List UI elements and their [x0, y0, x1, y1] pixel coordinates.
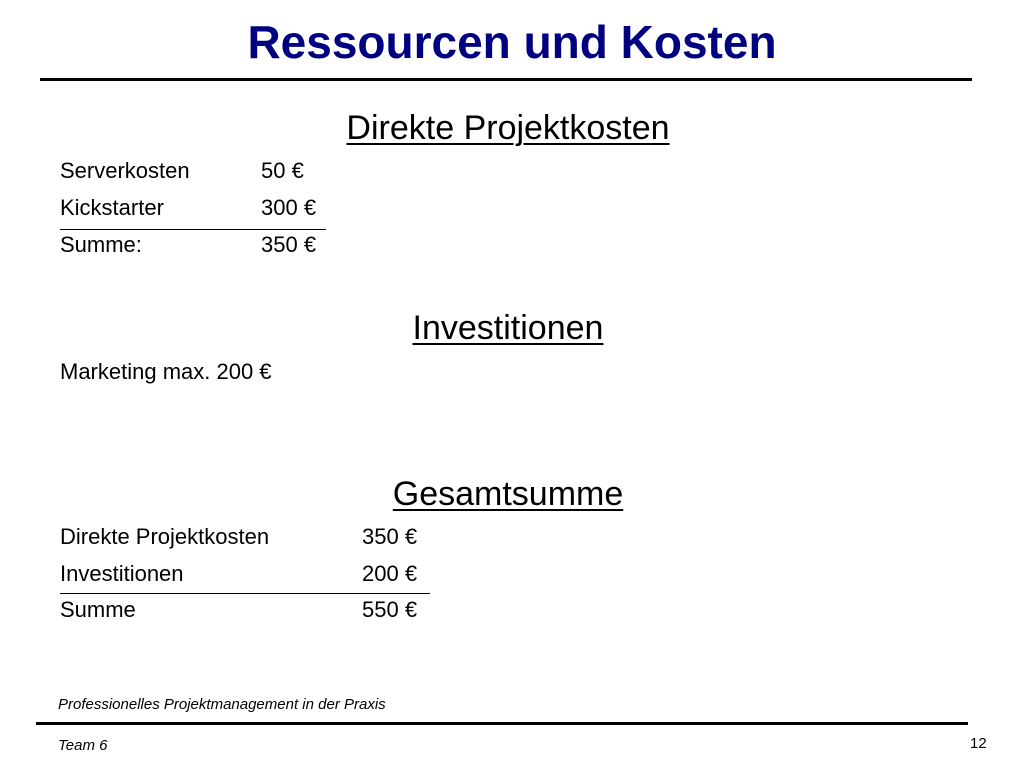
- cost-label-kickstarter: Kickstarter: [60, 195, 164, 220]
- direct-costs-sum-divider: [60, 229, 326, 230]
- direct-costs-heading: Direkte Projektkosten: [346, 109, 670, 147]
- page-number: 12: [970, 735, 987, 752]
- cost-value-server: 50 €: [261, 158, 304, 183]
- total-value-direct: 350 €: [362, 524, 418, 549]
- total-heading: Gesamtsumme: [392, 475, 624, 513]
- total-value-investments: 200 €: [362, 561, 418, 586]
- footer-divider: [36, 722, 968, 725]
- total-label-investments: Investitionen: [60, 561, 184, 586]
- footer-team: Team 6: [58, 737, 108, 754]
- total-sum-label: Summe: [60, 597, 136, 622]
- cost-value-kickstarter: 300 €: [261, 195, 317, 220]
- cost-label-server: Serverkosten: [60, 158, 190, 183]
- investments-heading: Investitionen: [412, 309, 604, 347]
- investments-marketing-line: Marketing max. 200 €: [60, 359, 272, 384]
- title-divider: [40, 78, 972, 81]
- direct-costs-sum-label: Summe:: [60, 232, 142, 257]
- total-sum-value: 550 €: [362, 597, 418, 622]
- total-label-direct: Direkte Projektkosten: [60, 524, 270, 549]
- total-sum-divider: [60, 593, 430, 594]
- direct-costs-sum-value: 350 €: [261, 232, 317, 257]
- slide-title: Ressourcen und Kosten: [247, 16, 777, 68]
- footer-subtitle: Professionelles Projektmanagement in der Praxis: [58, 696, 386, 713]
